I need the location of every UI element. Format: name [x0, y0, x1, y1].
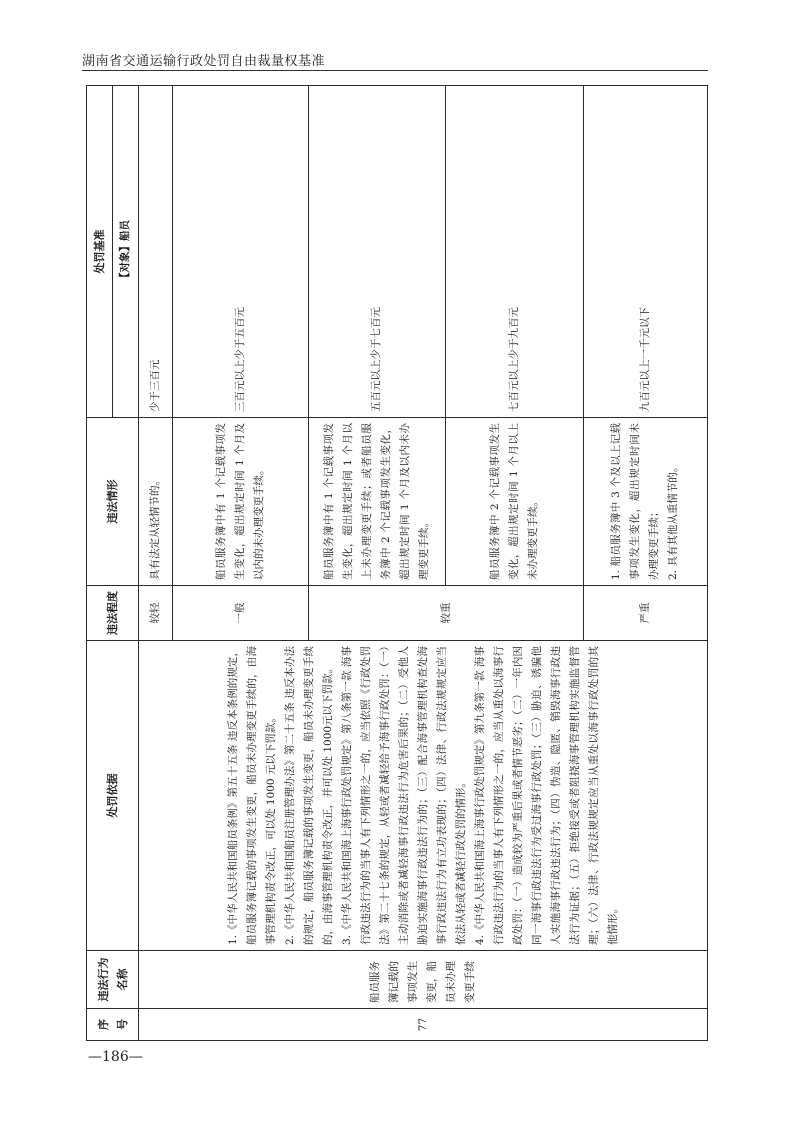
- basis-item: 3.《中华人民共和国海上海事行政处罚规定》第八条第一款 海事行政违法行为的当事人有下列情形之一的，应当依照《行政处罚法》第二十七条的规定，从轻或者减轻给予海事行政处罚：（一）主动消除或者减轻海事行政违法行为危害后果的；（二）受他人胁迫实施海事行政违法行为的；（三）配合海事管理机构查处海事行政违法行为有立功表现的；（四）法律、行政法规规定应当依法从轻或者减轻行政处罚的情形。: [340, 646, 467, 945]
- degree-heavy: 较重: [309, 586, 583, 641]
- situation-severe: 1. 船员服务簿中 3 个及以上记载事项发生变化，超出规定时间未办理变更手续； 2. 具有其他从重情节的。: [583, 418, 707, 586]
- header-seq: 序号: [87, 1009, 139, 1041]
- header-violation-name: 违法行为名称: [87, 951, 139, 1009]
- header-object-crew: 【对象】船员: [113, 86, 139, 418]
- situation-light: 具有法定从轻情节的。: [139, 418, 173, 586]
- situation-heavy-2: 船员服务簿中 2 个记载事项发生变化，超出规定时间 1 个月以上未办理变更手续。: [445, 418, 583, 586]
- header-penalty-basis: 处罚依据: [87, 641, 139, 951]
- basis-item: 1.《中华人民共和国船员条例》第五十五条 违反本条例的规定，船员服务簿记载的事项发生变更，船员未办理变更手续的，由海事管理机构责令改正，可以处 1000 元以下罚款。: [226, 646, 277, 945]
- penalty-standard-table: [86, 85, 708, 1041]
- situation-general: 船员服务簿中有 1 个记载事项发生变化，超出规定时间 1 个月及以内的未办理变更手续。: [173, 418, 309, 586]
- degree-general: 一般: [173, 586, 309, 641]
- situation-heavy-1: 船员服务簿中有 1 个记载事项发生变化，超出规定时间 1 个月以上未办理变更手续；或者船员服务簿中 2 个记载事项发生变化，超出规定时间 1 个月及以内未办理变更手续。: [309, 418, 445, 586]
- rotated-table-wrapper: [86, 86, 708, 1041]
- header-penalty-standard: 处罚基准: [87, 86, 113, 418]
- penalty-general: 三百元以上少于五百元: [173, 86, 309, 418]
- basis-item: 2.《中华人民共和国船员注册管理办法》第二十五条 违反本办法的规定，船员服务簿记载的事项发生变更，船员未办理变更手续的，由海事管理机构责令改正，并可以处 1000元以下罚款。: [283, 646, 334, 945]
- header-violation-situation: 违法情形: [87, 418, 139, 586]
- row-penalty-basis: [139, 641, 708, 951]
- penalty-severe: 九百元以上一千元以下: [583, 86, 707, 418]
- page-number-value: 186: [102, 1049, 129, 1065]
- penalty-heavy-2: 七百元以上少于九百元: [445, 86, 583, 418]
- page-number: —186—: [88, 1049, 143, 1065]
- header-rule: [82, 70, 708, 71]
- row-violation-name: 船员服务簿记载的事项发生变更，船员未办理变更手续: [139, 951, 708, 1009]
- degree-light: 较轻: [139, 586, 173, 641]
- row-seq: 77: [139, 1009, 708, 1041]
- running-header: 湖南省交通运输行政处罚自由裁量权基准: [82, 54, 326, 69]
- penalty-heavy-1: 五百元以上少于七百元: [309, 86, 445, 418]
- basis-item: 4.《中华人民共和国海上海事行政处罚规定》第九条第一款 海事行政违法行为的当事人有下列情形之一的，应当从重处以海事行政处罚：（一）造成较为严重后果或者情节恶劣；（二）一年内因同一海事行政违法行为受过海事行政处罚；（三）胁迫、诱骗他人实施海事行政违法行为；（四）伪造、隐匿、销毁海事行政违法行为证据；（五）拒绝接受或者阻挠海事管理机构实施监督管理；（六）法律、行政法规规定应当从重处以海事行政处罚的其他情形。: [473, 646, 619, 945]
- penalty-light: 少于三百元: [139, 86, 173, 418]
- degree-severe: 严重: [583, 586, 707, 641]
- header-violation-degree: 违法程度: [87, 586, 139, 641]
